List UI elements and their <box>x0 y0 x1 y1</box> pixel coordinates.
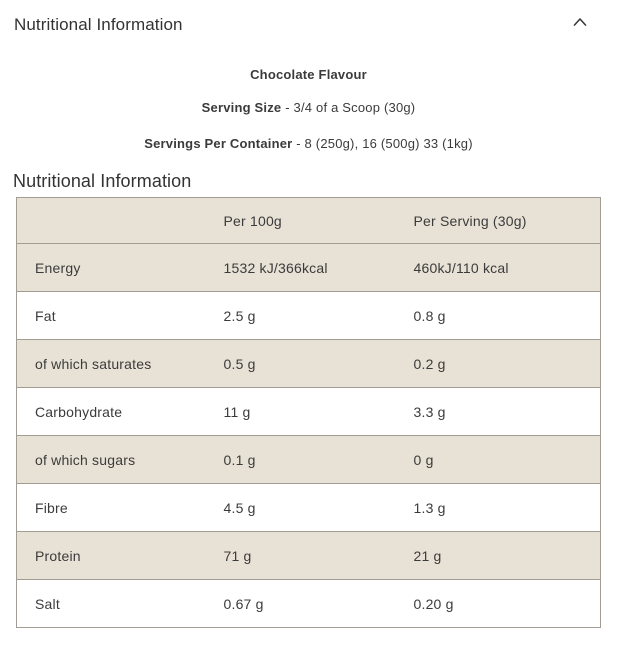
accordion-title: Nutritional Information <box>14 15 183 34</box>
row-per-serving: 1.3 g <box>396 484 601 532</box>
row-label: Protein <box>17 532 206 580</box>
servings-per-container-line <box>0 136 617 152</box>
row-label: Energy <box>17 244 206 292</box>
serving-size-line <box>0 100 617 116</box>
row-per-100g: 1532 kJ/366kcal <box>206 244 396 292</box>
flavour-title: Chocolate Flavour <box>250 67 367 82</box>
product-details <box>0 67 617 152</box>
table-row <box>17 436 601 484</box>
table-row <box>17 340 601 388</box>
table-row <box>17 484 601 532</box>
table-row <box>17 580 601 628</box>
row-per-100g: 0.5 g <box>206 340 396 388</box>
row-label: Fat <box>17 292 206 340</box>
table-header-row <box>17 198 601 244</box>
nutrition-table <box>16 197 601 628</box>
row-per-serving: 3.3 g <box>396 388 601 436</box>
servings-per-container-label: Servings Per Container <box>144 136 293 151</box>
row-per-serving: 21 g <box>396 532 601 580</box>
table-row <box>17 244 601 292</box>
column-header-per-serving: Per Serving (30g) <box>396 198 601 244</box>
row-per-serving: 0.2 g <box>396 340 601 388</box>
nutrition-table-body <box>17 244 601 628</box>
row-label: Carbohydrate <box>17 388 206 436</box>
row-per-100g: 0.67 g <box>206 580 396 628</box>
column-header-per-100g: Per 100g <box>206 198 396 244</box>
column-header-blank <box>17 198 206 244</box>
row-per-100g: 4.5 g <box>206 484 396 532</box>
serving-size-label: Serving Size <box>201 100 282 115</box>
row-label: Salt <box>17 580 206 628</box>
table-row <box>17 292 601 340</box>
nutrition-section-title: Nutritional Information <box>13 171 192 191</box>
row-per-100g: 71 g <box>206 532 396 580</box>
table-row <box>17 532 601 580</box>
accordion-header[interactable] <box>0 0 617 35</box>
row-per-serving: 0.20 g <box>396 580 601 628</box>
row-per-100g: 0.1 g <box>206 436 396 484</box>
row-per-serving: 0 g <box>396 436 601 484</box>
row-per-serving: 460kJ/110 kcal <box>396 244 601 292</box>
servings-per-container-value: - 8 (250g), 16 (500g) 33 (1kg) <box>296 136 473 151</box>
row-label: of which sugars <box>17 436 206 484</box>
row-label: Fibre <box>17 484 206 532</box>
row-per-100g: 11 g <box>206 388 396 436</box>
row-per-100g: 2.5 g <box>206 292 396 340</box>
row-label: of which saturates <box>17 340 206 388</box>
chevron-up-icon[interactable] <box>573 17 587 27</box>
table-row <box>17 388 601 436</box>
row-per-serving: 0.8 g <box>396 292 601 340</box>
serving-size-value: - 3/4 of a Scoop (30g) <box>285 100 416 115</box>
